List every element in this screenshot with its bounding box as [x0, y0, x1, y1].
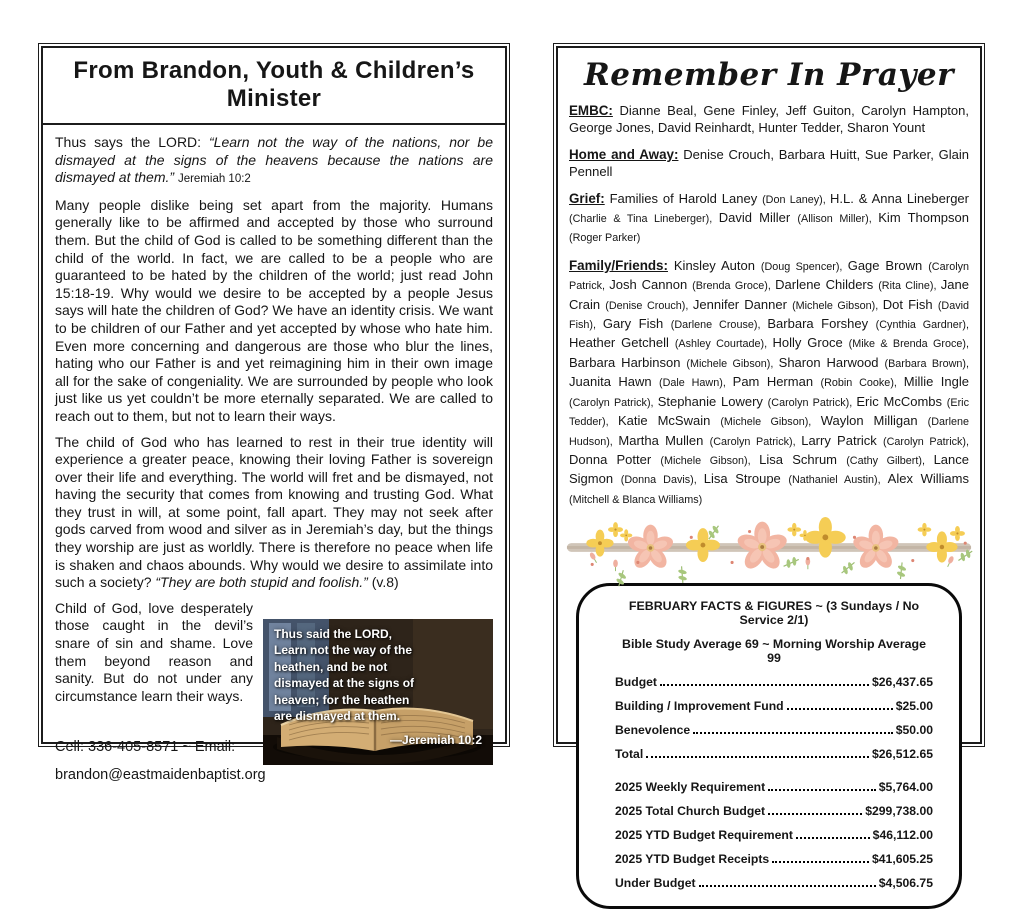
fact-value: $5,764.00 — [878, 780, 933, 795]
relative-name: (Allison Miller), — [797, 213, 879, 226]
body-paragraph-3: Child of God, love desperately those caught in the devil’s snare of sin and shame. Love them beyond reason and sanity. But do not under any circumstance learn their ways. — [55, 599, 253, 704]
fact-label: 2025 Weekly Requirement — [615, 780, 766, 795]
relative-name: (Dale Hawn), — [659, 377, 733, 390]
fact-row — [615, 699, 933, 713]
relative-name: (Nathaniel Austin), — [788, 474, 888, 487]
prayer-name: Lisa Schrum — [759, 451, 847, 467]
paragraph3-reference: (v.8) — [367, 574, 399, 591]
relative-name: (Cynthia Gardner), — [875, 319, 969, 332]
dot-leader — [787, 708, 893, 710]
prayer-name: Denise Crouch, Barbara Huitt, Sue Parker, Glain Pennell — [569, 146, 969, 180]
prayer-name: Waylon Milligan — [820, 413, 928, 429]
fact-label: Budget — [615, 675, 657, 690]
fact-row — [615, 804, 933, 818]
dot-leader — [646, 756, 869, 758]
relative-name: (Carolyn Patrick), — [767, 396, 857, 409]
bible-verse-line: heaven; for the heathen — [274, 692, 410, 707]
prayer-name: Alex Williams — [887, 471, 969, 487]
prayer-name: Juanita Hawn — [569, 374, 660, 390]
prayer-name: Sharon Harwood — [778, 354, 885, 370]
facts-subtitle: Bible Study Average 69 ~ Morning Worship Average 99 — [622, 637, 926, 666]
bible-verse-line: Thus said the LORD, — [274, 626, 393, 641]
fact-label: Under Budget — [615, 876, 696, 891]
prayer-name: Jane Crain — [569, 277, 969, 312]
relative-name: (Mike & Brenda Groce), — [848, 338, 970, 351]
contact-phone-line: Cell: 336-405-8571 ~ Email: — [55, 739, 236, 756]
bible-verse-line: heathen, and be not — [274, 659, 388, 674]
prayer-name: H.L. & Anna Lineberger — [830, 190, 969, 206]
fact-row — [615, 675, 933, 689]
bible-verse-text — [274, 626, 486, 749]
relative-name: (Donna Davis), — [620, 474, 704, 487]
relative-name: (Darlene Hudson), — [569, 416, 970, 448]
prayer-section-home-and-away — [569, 146, 969, 181]
relative-name: (Carolyn Patrick), — [569, 396, 658, 409]
relative-name: (Rita Cline), — [878, 280, 941, 293]
scripture-lead: Thus says the LORD: — [55, 134, 210, 150]
dot-leader — [768, 813, 862, 815]
prayer-name: Darlene Childers — [775, 277, 879, 293]
prayer-section-label: Grief: — [569, 190, 605, 206]
relative-name: (Michele Gibson), — [686, 357, 779, 370]
relative-name: (Mitchell & Blanca Williams) — [569, 493, 703, 506]
scripture-paragraph — [55, 134, 493, 189]
fact-row — [615, 876, 933, 890]
facts-ytd-rows — [615, 780, 933, 890]
prayer-name: Millie Ingle — [903, 374, 969, 390]
prayer-section-embc — [569, 102, 969, 137]
flower-garland-illustration — [565, 518, 973, 576]
right-page-frame — [556, 46, 982, 891]
prayer-section-family-friends — [569, 257, 969, 509]
relative-name: (Denise Crouch), — [605, 299, 693, 312]
fact-value: $25.00 — [895, 699, 933, 714]
bible-verse-image — [263, 619, 493, 765]
left-page-frame — [41, 46, 507, 783]
relative-name: (Roger Parker) — [569, 232, 641, 245]
relative-name: (Charlie & Tina Lineberger), — [569, 213, 719, 226]
bible-verse-line: dismayed at the signs of — [274, 676, 415, 691]
prayer-name: Dot Fish — [882, 296, 938, 312]
fact-row — [615, 747, 933, 761]
relative-name: (Carolyn Patrick, — [569, 260, 970, 293]
prayer-name: David Miller — [718, 210, 798, 226]
relative-name: (Doug Spencer), — [760, 260, 848, 273]
fact-label: 2025 YTD Budget Receipts — [615, 852, 770, 867]
relative-name: (Darlene Crouse), — [670, 319, 768, 332]
flower-divider-image — [565, 518, 973, 576]
prayer-name: Families of Harold Laney — [609, 190, 763, 206]
left-page-body — [43, 125, 505, 786]
prayer-name: Stephanie Lowery — [657, 393, 768, 409]
prayer-section-grief — [569, 190, 969, 248]
paragraph3-main: The child of God who has learned to rest in their true identity will experience a greater peace, knowing their loving Father is sovereign over their life and everything. The world will fret and be dismayed, not having the security that comes from knowing and trusting God. What they trust in will, at some point, fall apart. They may not seek after gods carved from wood and silver as in Jeremiah’s day, but the things they worship are just as worldly. There is therefore no peace when life is shaken and chaos abounds. Why would we desire to assimilate into such a society? — [55, 433, 493, 591]
contact-email: brandon@eastmaidenbaptist.org — [55, 766, 266, 783]
relative-name: (Michele Gibson), — [792, 299, 883, 312]
dot-leader — [772, 861, 869, 863]
prayer-section-label: EMBC: — [569, 103, 613, 118]
prayer-name: Barbara Forshey — [767, 316, 876, 332]
fact-label: Total — [615, 747, 644, 762]
prayer-name: Kim Thompson — [878, 210, 969, 226]
relative-name: (Carolyn Patrick), — [709, 435, 802, 448]
dot-leader — [693, 732, 893, 734]
fact-label: Building / Improvement Fund — [615, 699, 784, 714]
facts-box — [576, 583, 962, 909]
right-page-panel — [553, 43, 985, 891]
fact-label: Benevolence — [615, 723, 691, 738]
left-page-title: From Brandon, Youth & Children’s Minister — [43, 48, 505, 125]
relative-name: (David Fish), — [569, 299, 970, 332]
relative-name: (Ashley Courtade), — [674, 338, 773, 351]
relative-name: (Barbara Brown), — [884, 357, 970, 370]
fact-value: $26,512.65 — [872, 747, 933, 762]
dot-leader — [699, 885, 876, 887]
prayer-name: Lance Sigmon — [569, 451, 969, 487]
relative-name: (Michele Gibson), — [720, 416, 821, 429]
scripture-quote: “Learn not the way of the nations, nor be dismayed at the signs of the heavens because the nations are dismayed at them.” — [55, 134, 493, 186]
fact-value: $299,738.00 — [865, 804, 933, 819]
prayer-name: Eric McCombs — [856, 393, 947, 409]
fact-value: $46,112.00 — [872, 828, 933, 843]
fact-value: $4,506.75 — [878, 876, 933, 891]
prayer-section-label: Family/Friends: — [569, 257, 668, 273]
prayer-name: Gage Brown — [847, 257, 929, 273]
fact-row — [615, 852, 933, 866]
dot-leader — [660, 684, 869, 686]
fact-row — [615, 723, 933, 737]
fact-value: $50.00 — [895, 723, 933, 738]
prayer-name: Lisa Stroupe — [703, 471, 789, 487]
relative-name: (Don Laney), — [762, 193, 831, 206]
prayer-name: Donna Potter — [569, 451, 661, 467]
bible-verse-line: Learn not the way of the — [274, 643, 413, 658]
dot-leader — [768, 789, 876, 791]
prayer-title: Remember In Prayer — [584, 57, 954, 93]
prayer-name: Dianne Beal, Gene Finley, Jeff Guiton, Carolyn Hampton, George Jones, David Reinhardt, Hunter Tedder, Sharon Yount — [569, 103, 969, 136]
prayer-name: Kinsley Auton — [673, 257, 761, 273]
fact-value: $41,605.25 — [872, 852, 933, 867]
facts-title: FEBRUARY FACTS & FIGURES ~ (3 Sundays / No Service 2/1) — [628, 599, 920, 628]
left-page-panel — [38, 43, 510, 783]
relative-name: (Cathy Gilbert), — [846, 454, 934, 467]
bible-verse-attribution: —Jeremiah 10:2 — [389, 732, 482, 747]
prayer-name: Larry Patrick — [801, 432, 883, 448]
prayer-name: Barbara Harbinson — [569, 354, 687, 370]
prayer-name: Martha Mullen — [618, 432, 710, 448]
paragraph3-quote: “They are both stupid and foolish.” — [155, 574, 368, 591]
bible-verse-line: are dismayed at them. — [274, 709, 401, 724]
relative-name: (Robin Cooke), — [820, 377, 904, 390]
dot-leader — [796, 837, 870, 839]
prayer-name: Katie McSwain — [617, 413, 721, 429]
relative-name: (Michele Gibson), — [660, 454, 760, 467]
prayer-name: Josh Cannon — [609, 277, 693, 293]
prayer-sections — [558, 102, 980, 509]
closing-section — [55, 600, 493, 786]
prayer-name: Gary Fish — [602, 316, 671, 332]
prayer-name: Holly Groce — [772, 335, 849, 351]
facts-month-rows — [615, 675, 933, 761]
body-paragraph-2 — [55, 434, 493, 592]
prayer-section-label: Home and Away: — [569, 146, 679, 162]
relative-name: (Carolyn Patrick), — [883, 435, 969, 448]
relative-name: (Brenda Groce), — [692, 280, 776, 293]
scripture-reference: Jeremiah 10:2 — [177, 173, 251, 186]
fact-row — [615, 780, 933, 794]
prayer-name: Heather Getchell — [569, 335, 675, 351]
fact-label: 2025 Total Church Budget — [615, 804, 766, 819]
fact-value: $26,437.65 — [872, 675, 933, 690]
relative-name: (Eric Tedder), — [569, 396, 969, 429]
body-paragraph-1: Many people dislike being set apart from the majority. Humans generally like to be affirmed and accepted by those who surround them. But the child of God is called to be something different than the child of the world. In fact, we are called to be a people who are guaranteed to be hated by the children of the world; just read John 15:18-19. Why would we desire to be accepted by a people Jesus says will hate the children of God? We have an identity crisis. We want to be children of our Father and yet accepted by whose who hate him. Even more concerning and dangerous are those who blur the lines, hating who our Father is and yet reimagining him in their own image all for the sake of congeniality. We are surrounded by people who look just like us yet couldn’t be more eternally separated. We are called to reach out to them, but not to learn their ways. — [55, 196, 493, 424]
prayer-name: Jennifer Danner — [692, 296, 793, 312]
fact-row — [615, 828, 933, 842]
fact-label: 2025 YTD Budget Requirement — [615, 828, 793, 843]
prayer-name: Pam Herman — [732, 374, 821, 390]
